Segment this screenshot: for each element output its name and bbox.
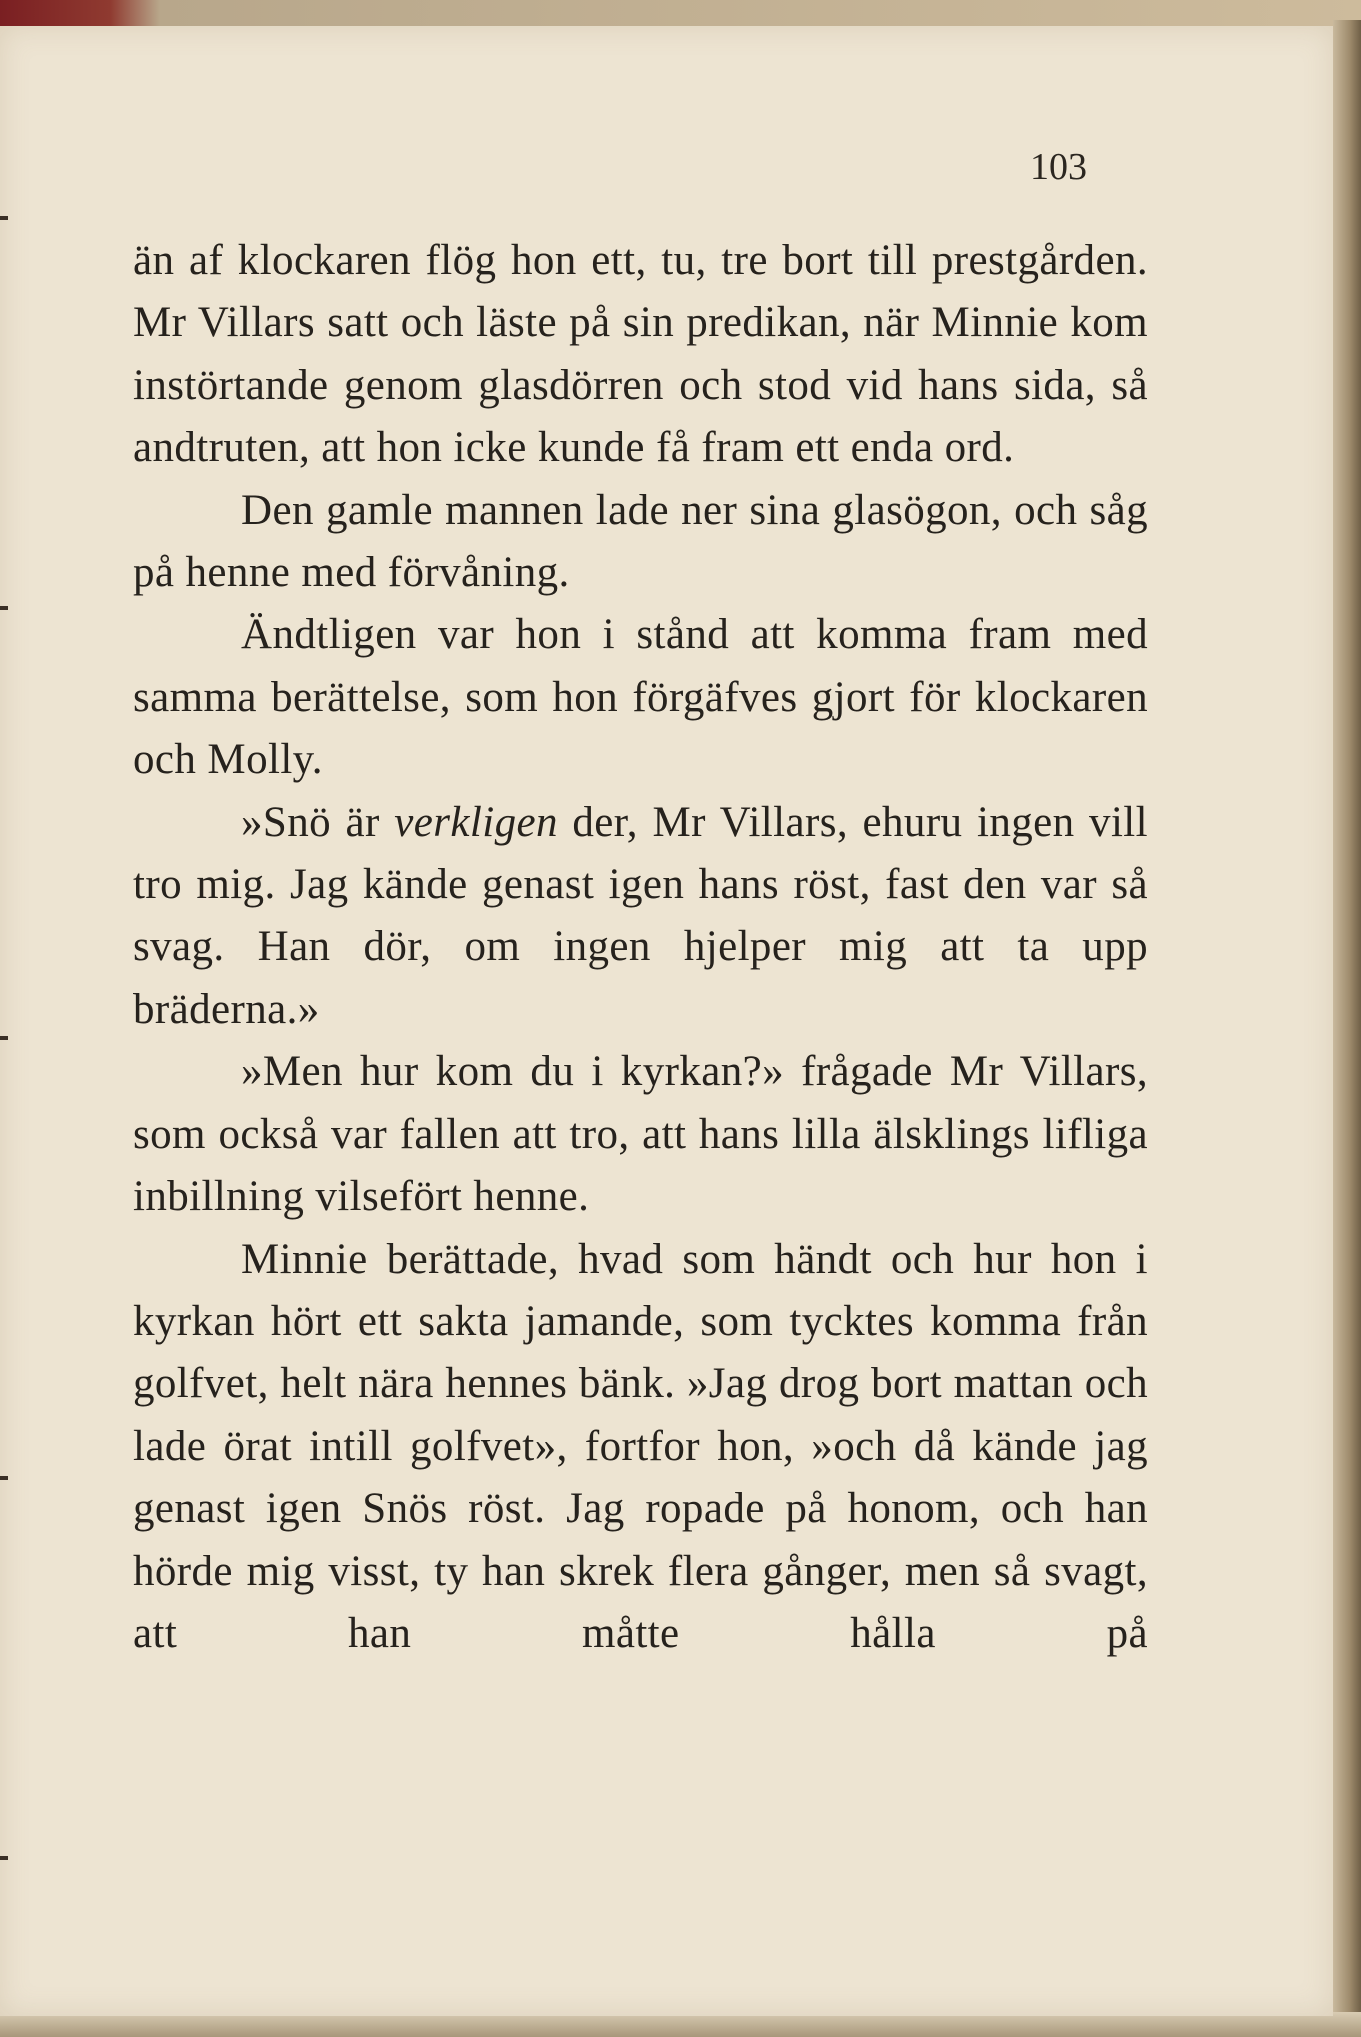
- page-number: 103: [1030, 146, 1087, 188]
- paragraph-text: der, Mr Villars, ehuru ingen vill tro mig. Jag kände genast igen hans röst, fast den var så svag. Han dör, om ingen hjelper mig att ta upp bräderna.»: [133, 798, 1148, 1033]
- margin-mark: [0, 1036, 8, 1040]
- paragraph: [133, 792, 1148, 1042]
- margin-mark: [0, 1476, 8, 1480]
- emphasized-word: verkligen: [394, 798, 558, 846]
- margin-mark: [0, 606, 8, 610]
- margin-mark: [0, 216, 8, 220]
- paragraph: Den gamle mannen lade ner sina glasögon, och såg på henne med förvåning.: [133, 486, 1148, 597]
- page-fore-edge: [1333, 20, 1361, 2037]
- paragraph: än af klockaren flög hon ett, tu, tre bort till prestgården. Mr Villars satt och läste på sin predikan, när Minnie kom instörtande genom glasdörren och stod vid hans sida, så andtruten, att hon icke kunde få fram ett enda ord.: [133, 237, 1148, 472]
- page-body-text: [133, 230, 1148, 1665]
- margin-mark: [0, 1856, 8, 1860]
- paragraph-text: »Snö är: [241, 798, 395, 846]
- paragraph: Ändtligen var hon i stånd att komma fram med samma berättelse, som hon förgäfves gjort för klockaren och Molly.: [133, 611, 1148, 784]
- paragraph: Minnie berättade, hvad som händt och hur hon i kyrkan hört ett sakta jamande, som tycktes komma från golfvet, helt nära hennes bänk. »Jag drog bort mattan och lade örat intill golfvet», fortfor hon, »och då kände jag genast igen Snös röst. Jag ropade på honom, och han hörde mig visst, ty han skrek flera gånger, men så svagt, att han måtte hålla på: [133, 1235, 1148, 1657]
- paragraph: »Men hur kom du i kyrkan?» frågade Mr Villars, som också var fallen att tro, att hans lilla älsklings lifliga inbillning vilsefört henne.: [133, 1048, 1148, 1221]
